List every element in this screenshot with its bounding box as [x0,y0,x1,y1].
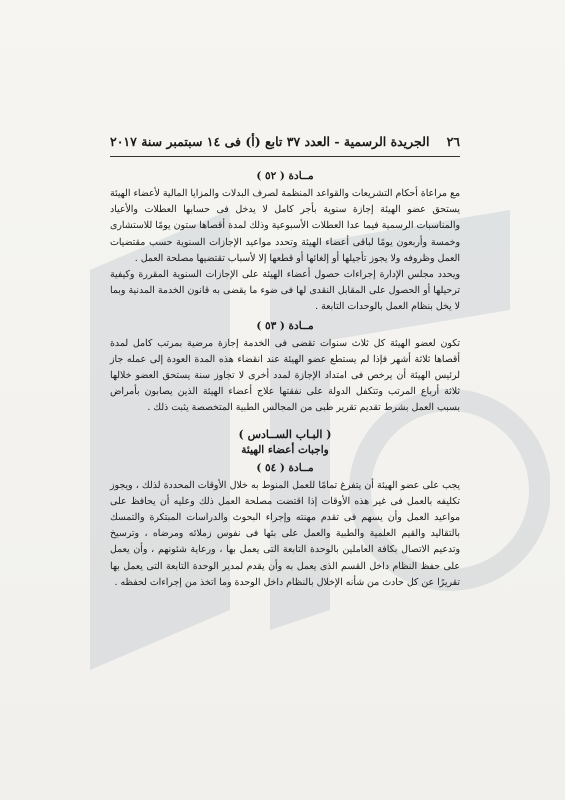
article-52-paragraph-2: ويحدد مجلس الإدارة إجراءات حصول أعضاء الهيئة على الإجازات السنوية المقررة وكيفية ترحيلها أو الحصول على المقابل النقدى لها فى ضوء ما يقضى به قانون الخدمة المدنية وبما لا يخل بنظام العمل بالوحدات التابعة . [110,269,460,313]
article-54-paragraph-1: يجب على عضو الهيئة أن يتفرغ تمامًا للعمل المنوط به خلال الأوقات المحددة لذلك ، ويجوز تكليفه بالعمل فى غير هذه الأوقات إذا اقتضت مصلحة العمل ذلك وعليه أن يحافظ على مواعيد العمل وأن يسهم فى تقدم مهنته وإجراء البحوث والدراسات المبتكرة والتمسك بالتقاليد والقيم العلمية والطبية والعمل على بثها فى نفوس زملائه ومرضاه ، وترسيخ وتدعيم الاتصال بكافة العاملين بالوحدة التابعة التى يعمل بها ، ورعاية شئونهم ، وأن يعمل على حفظ النظام داخل القسم الذى يعمل به وأن يقدم لمدير الوحدة التابعة التى يعمل بها تقريرًا عن كل حادث من شأنه الإخلال بالنظام داخل الوحدة وما اتخذ من إجراءات لحفظه . [110,479,460,588]
article-53-title: مــادة ( ٥٣ ) [256,319,314,332]
page-number: ٢٦ [446,134,460,149]
article-52-title: مــادة ( ٥٢ ) [256,170,314,182]
header-rule [110,156,460,157]
chapter-title: ( البـاب الســادس ) [238,427,332,441]
chapter-subtitle: واجبات أعضاء الهيئة [241,443,329,456]
article-53-paragraph-1: تكون لعضو الهيئة كل ثلاث سنوات تقضى فى الخدمة إجازة مرضية بمرتب كامل لمدة أقصاها ثلاثة أشهر فإذا لم يستطع عضو الهيئة عند انقضاء هذه المدة العودة إلى عمله جاز لرئيس الهيئة أن يرخص فى امتداد الإجازة لمدد أخرى لا تجاوز سنة يستحق العضو خلالها ثلاثة أرباع المرتب وتتكفل الدولة على نفقتها علاج أعضاء الهيئة الذين يصابون بأمراض بسبب العمل بشرط تقديم تقرير طبى من المجالس الطبية المتخصصة يثبت ذلك . [110,337,460,414]
page-header [110,134,460,149]
running-title: الجريدة الرسمية - العدد ٣٧ تابع (أ) فى ١٤ سبتمبر سنة ٢٠١٧ [110,134,430,149]
article-54-title: مــادة ( ٥٤ ) [256,461,314,474]
page-body [110,166,460,591]
article-52-paragraph-1: مع مراعاة أحكام التشريعات والقواعد المنظمة لصرف البدلات والمزايا المالية لأعضاء الهيئة يستحق عضو الهيئة إجازة سنوية بأجر كامل لا يدخل فى حسابها العطلات والأعياد والمناسبات الرسمية فيما عدا العطلات الأسبوعية وذلك لمدة أقصاها ستون يومًا للاستشارى وخمسة وأربعون يومًا لباقى أعضاء الهيئة وتحدد مواعيد الإجازات السنوية حسب مقتضيات العمل وظروفه ولا يجوز تأجيلها أو إلغائها أو قطعها إلا لأسباب تقتضيها مصلحة العمل . [110,188,460,264]
